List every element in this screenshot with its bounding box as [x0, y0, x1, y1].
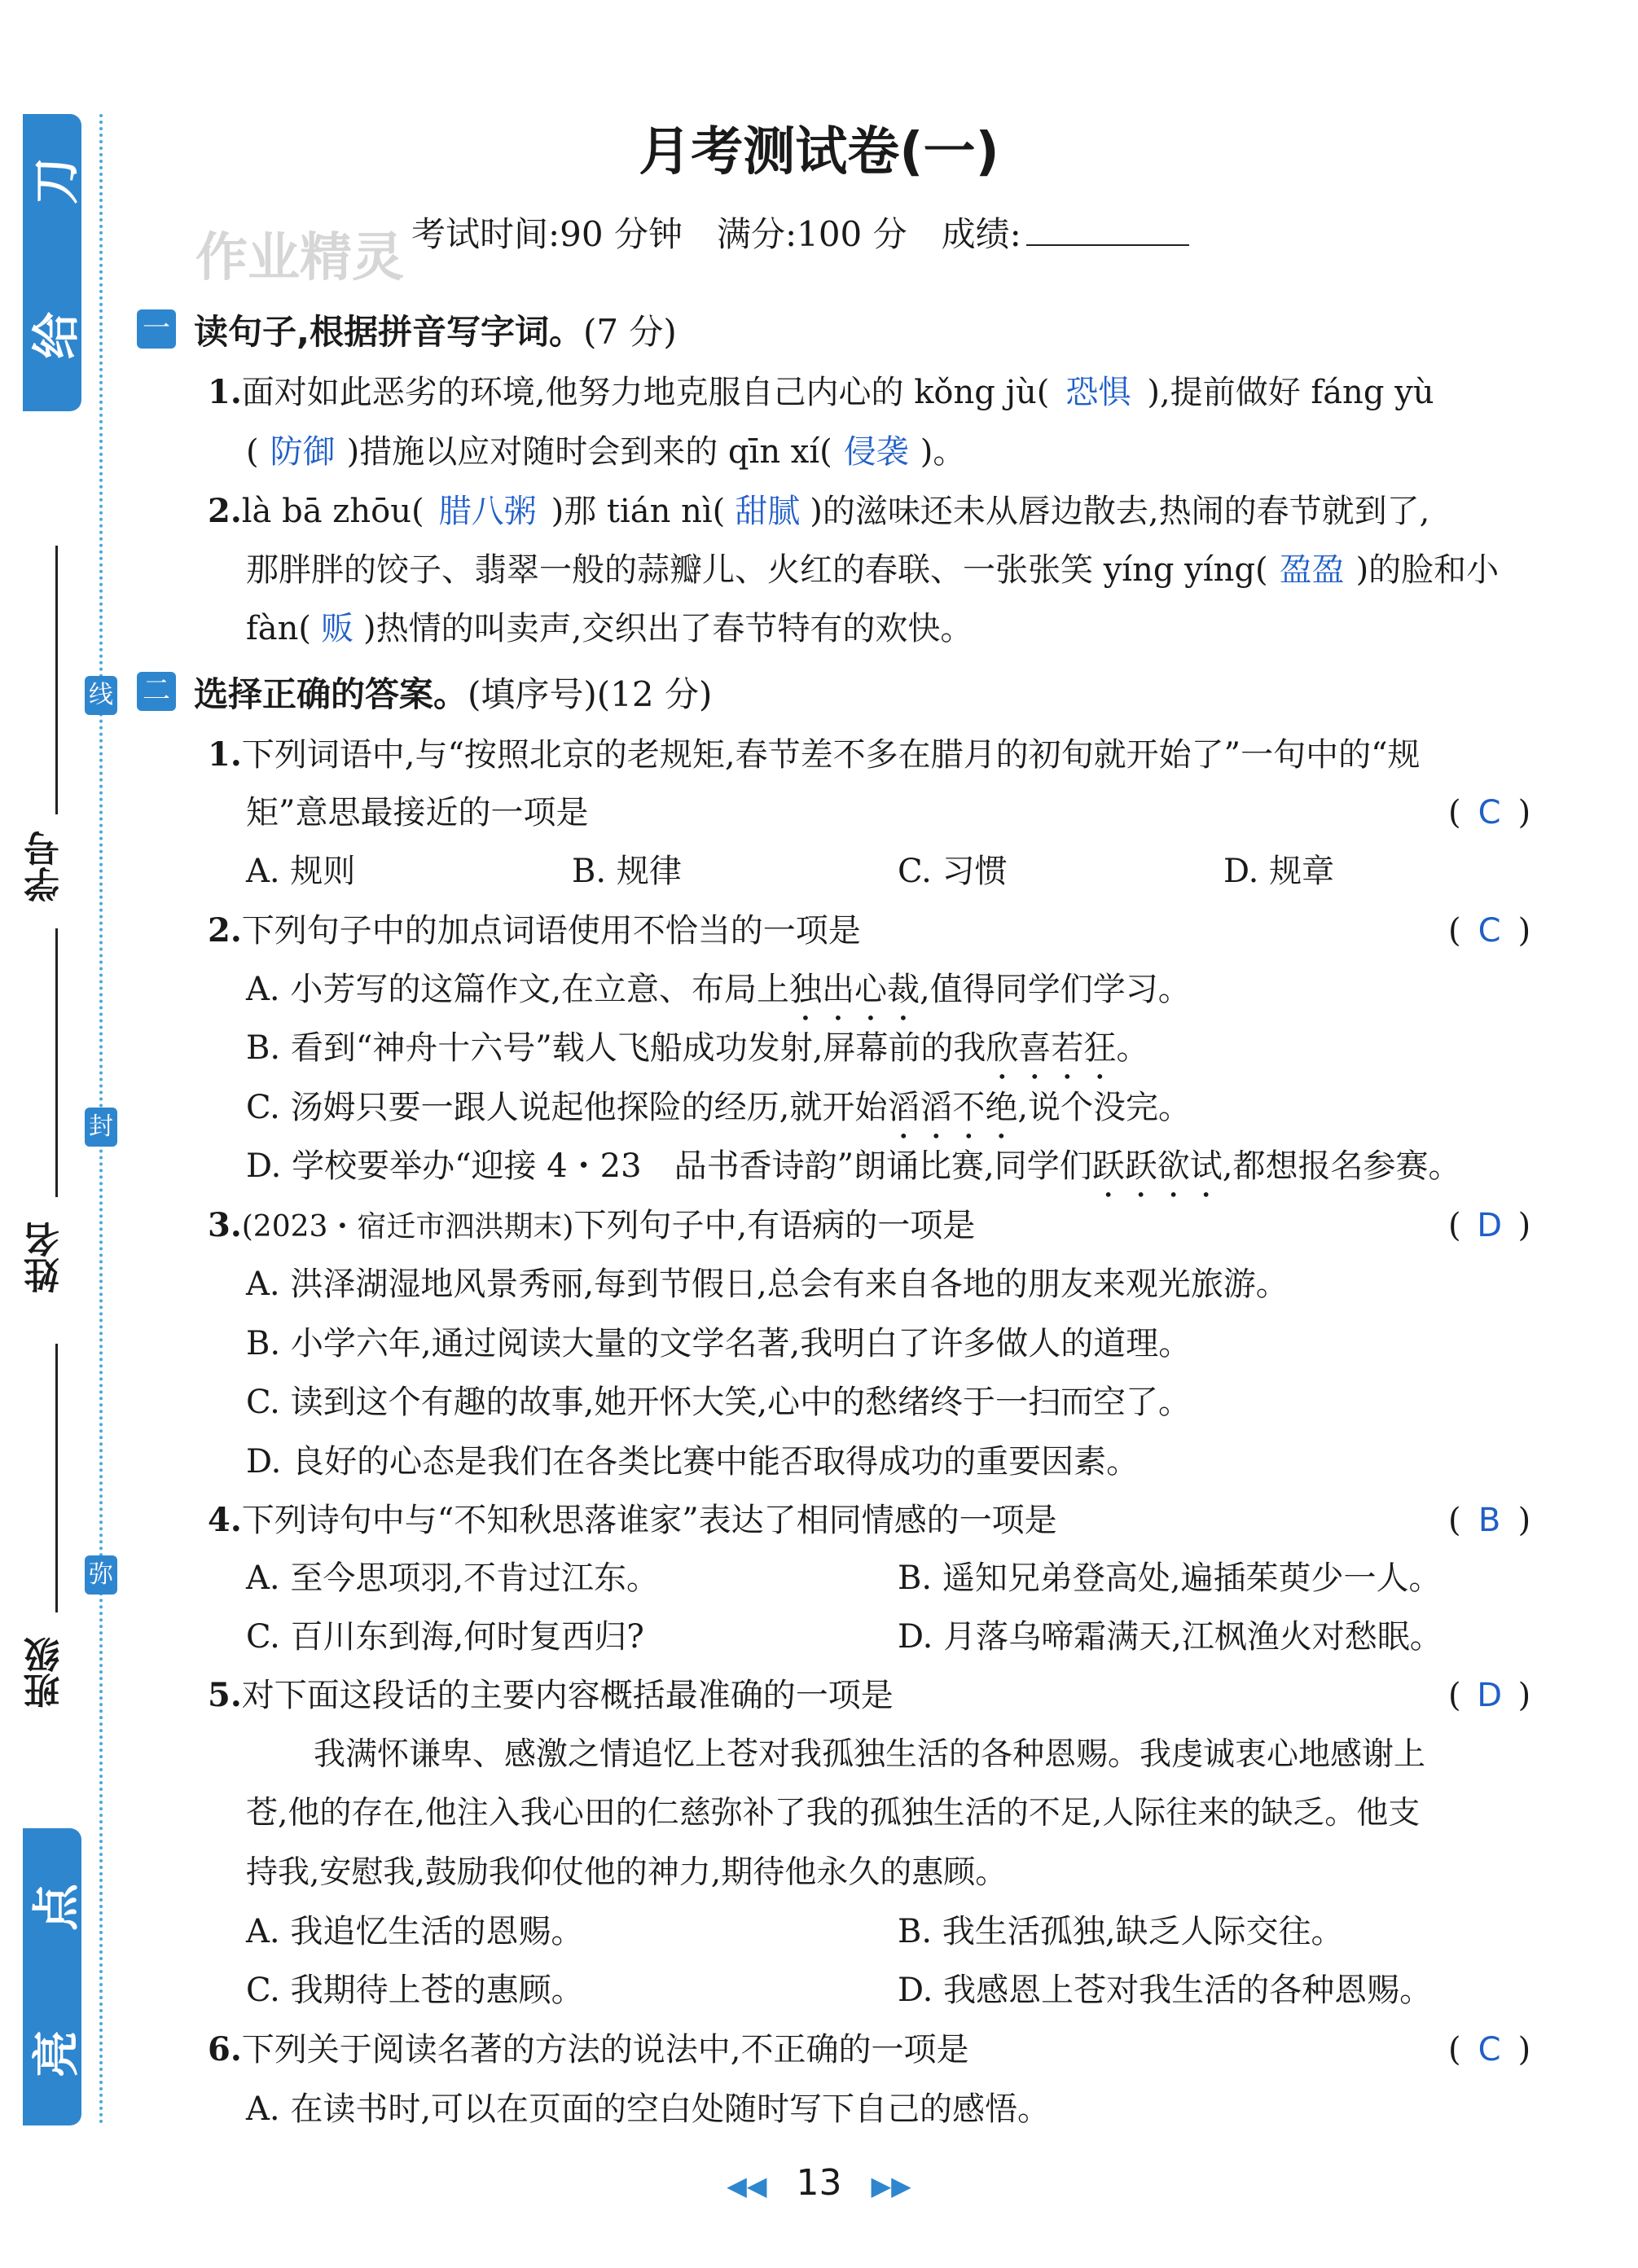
question-line: 2.là bā zhōu( 腊八粥 )那 tián nì( 甜腻 )的滋味还未从唇边散去,热闹的春节就到了, — [208, 492, 1430, 530]
page-footer — [0, 2162, 1638, 2204]
student-id-label: 学号 — [24, 831, 66, 902]
option: D. 月落乌啼霜满天,江枫渔火对愁眠。 — [898, 1618, 1443, 1656]
option: C. 汤姆只要一跟人说起他探险的经历,就开始滔滔不绝,说个没完。 — [246, 1089, 1192, 1126]
answer-text: 贩 — [321, 610, 354, 647]
option: D. 我感恩上苍对我生活的各种恩赐。 — [898, 1972, 1433, 2009]
option: C. 我期待上苍的惠顾。 — [246, 1972, 584, 2009]
question-line: 1.下列词语中,与“按照北京的老规矩,春节差不多在腊月的初旬就开始了”一句中的“规 — [208, 735, 1421, 774]
answer-text: 腊八粥 — [438, 493, 537, 530]
question-line: fàn( 贩 )热情的叫卖声,交织出了春节特有的欢快。 — [246, 610, 973, 647]
option: B. 规律 — [572, 853, 682, 890]
option: C. 读到这个有趣的故事,她开怀大笑,心中的愁绪终于一扫而空了。 — [246, 1384, 1192, 1421]
option: B. 遥知兄弟登高处,遍插茱萸少一人。 — [898, 1560, 1442, 1597]
option: C. 百川东到海,何时复西归? — [246, 1618, 644, 1656]
passage-line: 我满怀谦卑、感激之情追忆上苍对我孤独生活的各种恩赐。我虔诚衷心地感谢上 — [314, 1736, 1426, 1773]
question-line: 6.下列关于阅读名著的方法的说法中,不正确的一项是 — [208, 2030, 969, 2068]
section-title: 读句子,根据拼音写字词。(7 分) — [194, 312, 677, 352]
page-title: 月考测试卷(一) — [639, 122, 999, 182]
option: B. 小学六年,通过阅读大量的文学名著,我明白了许多做人的道理。 — [246, 1325, 1192, 1362]
section-number-icon: 二 — [137, 672, 176, 711]
answer-text: 甜腻 — [735, 493, 801, 530]
field-line — [55, 928, 58, 1197]
class-label: 班级 — [24, 1637, 66, 1709]
option: A. 小芳写的这篇作文,在立意、布局上独出心裁,值得同学们学习。 — [246, 971, 1191, 1008]
option: A. 至今思项羽,不肯过江东。 — [246, 1560, 660, 1597]
sidebar-char: 点 — [29, 1884, 84, 1932]
question-line: 那胖胖的饺子、翡翠一般的蒜瓣儿、火红的春联、一张张笑 yíng yíng( 盈盈 )的脸和小 — [246, 551, 1500, 589]
question-line: 5.对下面这段话的主要内容概括最准确的一项是 — [208, 1676, 894, 1714]
option: B. 我生活孤独,缺乏人际交往。 — [898, 1913, 1344, 1950]
section-number-icon: 一 — [137, 309, 176, 349]
page-number: 13 — [796, 2162, 842, 2204]
question-line: 2.下列句子中的加点词语使用不恰当的一项是 — [208, 911, 861, 950]
sidebar-char: 亮 — [29, 2030, 84, 2078]
next-arrows-icon: ▶▶ — [871, 2170, 911, 2201]
option: D. 学校要举办“迎接 4・23 品书香诗韵”朗诵比赛,同学们跃跃欲试,都想报名参赛。 — [246, 1147, 1461, 1185]
answer-bracket: ( B ) — [1448, 1502, 1531, 1539]
field-line — [55, 1344, 58, 1612]
passage-line: 持我,安慰我,鼓励我仰仗他的神力,期待他永久的惠顾。 — [246, 1854, 1008, 1891]
answer-text: 侵袭 — [843, 433, 909, 471]
option: D. 良好的心态是我们在各类比赛中能否取得成功的重要因素。 — [246, 1443, 1140, 1481]
answer-bracket: ( C ) — [1448, 912, 1531, 950]
answer-bracket: ( C ) — [1448, 2031, 1531, 2068]
field-line — [55, 546, 58, 814]
question-line: 4.下列诗句中与“不知秋思落谁家”表达了相同情感的一项是 — [208, 1501, 1057, 1539]
watermark: 作业精灵 — [195, 228, 404, 288]
sidebar-char: 给 — [29, 312, 84, 360]
cut-mark: 线 — [85, 676, 117, 715]
passage-line: 苍,他的存在,他注入我心田的仁慈弥补了我的孤独生活的不足,人际往来的缺乏。他支 — [246, 1795, 1421, 1832]
option: D. 规章 — [1223, 853, 1335, 890]
prev-arrows-icon: ◀◀ — [727, 2170, 767, 2201]
option: C. 习惯 — [898, 853, 1008, 890]
question-line: 矩”意思最接近的一项是 — [246, 794, 589, 831]
exam-meta: 考试时间:90 分钟 满分:100 分 成绩: — [411, 208, 1189, 257]
option: A. 洪泽湖湿地风景秀丽,每到节假日,总会有来自各地的朋友来观光旅游。 — [246, 1266, 1289, 1303]
question-line: ( 防御 )措施以应对随时会到来的 qīn xí( 侵袭 )。 — [246, 433, 966, 471]
cut-mark: 封 — [85, 1108, 117, 1147]
answer-bracket: ( D ) — [1448, 1677, 1531, 1714]
answer-text: 恐惧 — [1065, 374, 1131, 411]
option: A. 在读书时,可以在页面的空白处随时写下自己的感悟。 — [246, 2090, 1051, 2128]
option: A. 规则 — [246, 853, 356, 890]
answer-text: 盈盈 — [1279, 551, 1345, 589]
sidebar-char: 刀 — [29, 157, 84, 205]
cut-mark: 弥 — [85, 1555, 117, 1595]
option: A. 我追忆生活的恩赐。 — [246, 1913, 584, 1950]
section-title: 选择正确的答案。(填序号)(12 分) — [194, 674, 713, 714]
question-line: 3.(2023・宿迁市泗洪期末)下列句子中,有语病的一项是 — [208, 1206, 976, 1244]
answer-text: 防御 — [270, 433, 336, 471]
option: B. 看到“神舟十六号”载人飞船成功发射,屏幕前的我欣喜若狂。 — [246, 1029, 1149, 1067]
answer-bracket: ( D ) — [1448, 1207, 1531, 1244]
name-label: 姓名 — [24, 1222, 66, 1293]
answer-bracket: ( C ) — [1448, 794, 1531, 831]
question-line: 1.面对如此恶劣的环境,他努力地克服自己内心的 kǒng jù( 恐惧 ),提前做好 fáng yù — [208, 373, 1434, 411]
